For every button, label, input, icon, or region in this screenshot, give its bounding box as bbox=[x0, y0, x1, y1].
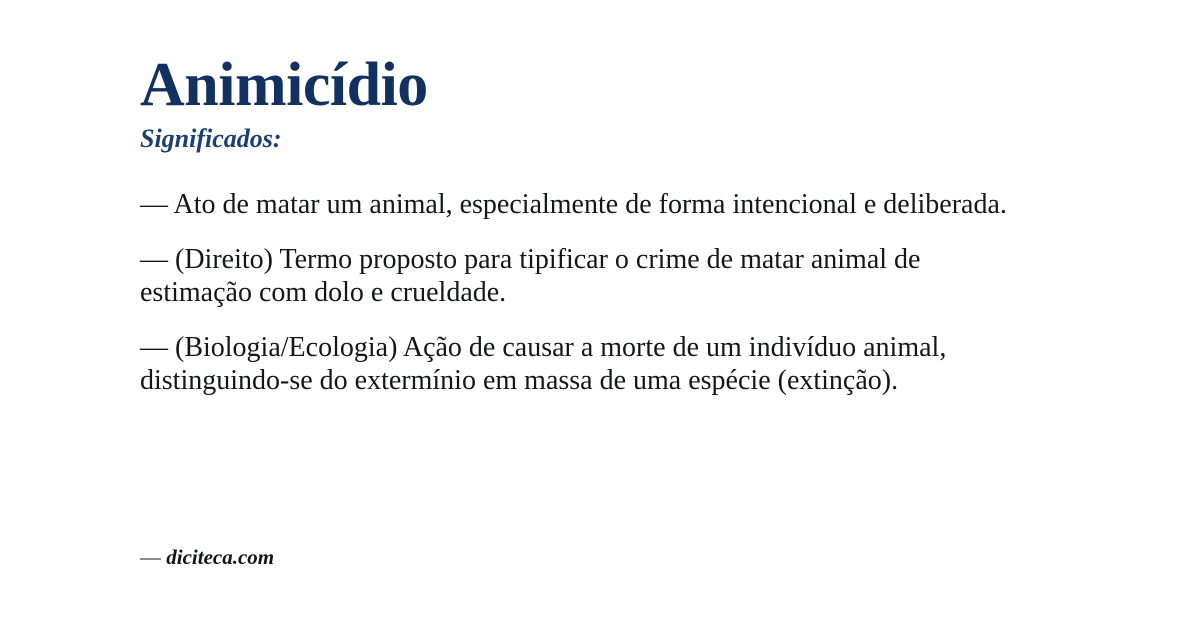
source-attribution bbox=[140, 545, 274, 570]
meanings-label: Significados: bbox=[140, 123, 282, 153]
bullet-dash: — bbox=[140, 243, 175, 275]
list-item bbox=[140, 331, 1020, 397]
definition-list bbox=[140, 188, 1060, 397]
definition-text: Ato de matar um animal, especialmente de forma intencional e deliberada. bbox=[173, 188, 1007, 220]
bullet-dash: — bbox=[140, 188, 174, 220]
source-dash: — bbox=[140, 545, 167, 569]
source-label: diciteca.com bbox=[166, 545, 275, 569]
bullet-dash: — bbox=[140, 331, 175, 363]
list-item bbox=[140, 188, 1020, 221]
page-title: Animicídio bbox=[140, 51, 428, 119]
definition-text: (Biologia/Ecologia) Ação de causar a morte de um indivíduo animal, distinguindo-se do extermínio em massa de uma espécie (extinção). bbox=[140, 331, 947, 396]
list-item bbox=[140, 243, 1020, 309]
definition-text: (Direito) Termo proposto para tipificar o crime de matar animal de estimação com dolo e crueldade. bbox=[140, 243, 921, 308]
